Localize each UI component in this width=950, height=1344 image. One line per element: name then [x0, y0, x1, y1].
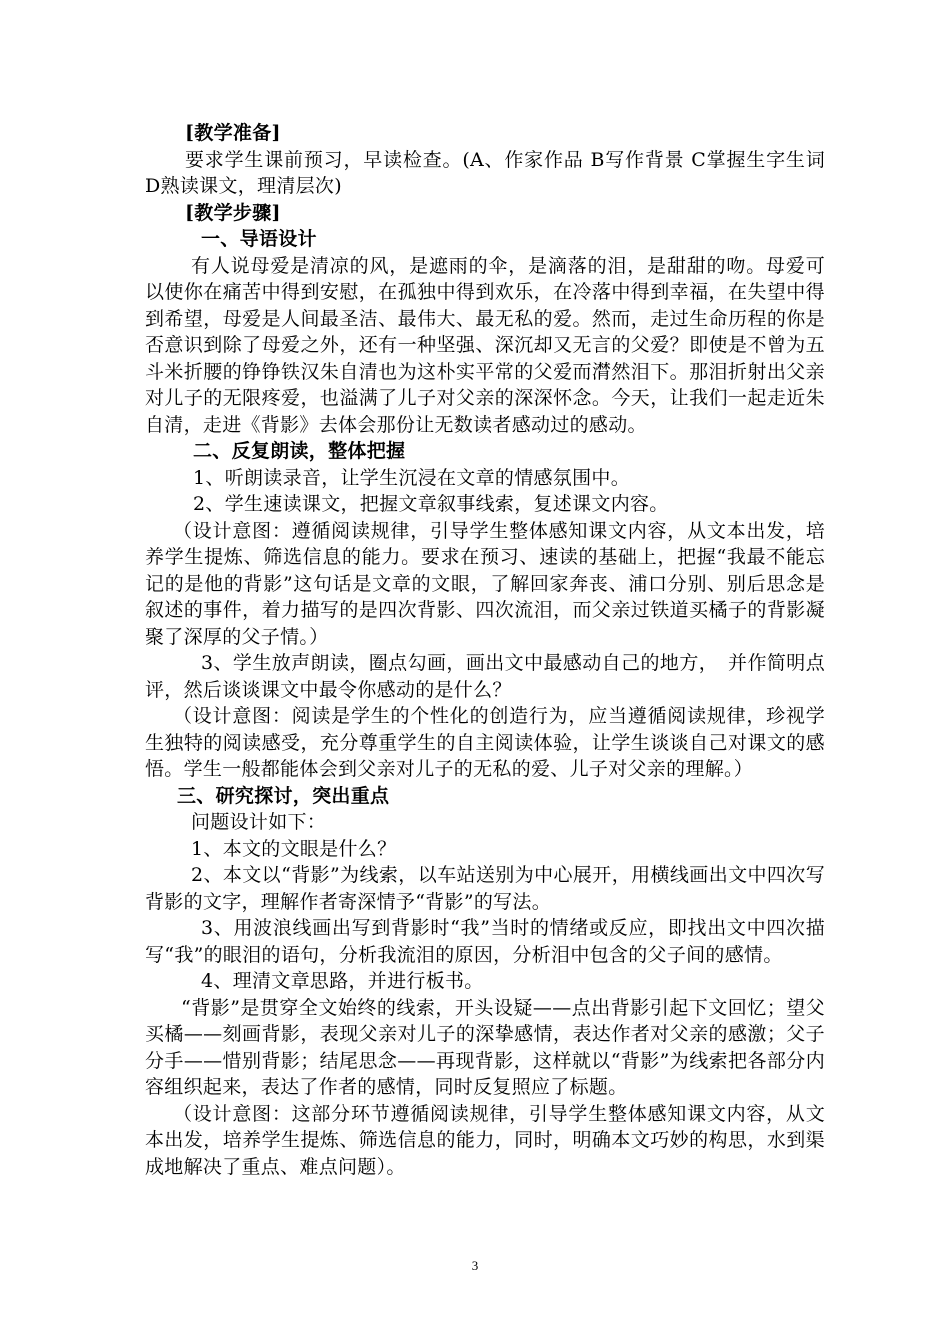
section-3-design-intent: （设计意图：这部分环节遵循阅读规律，引导学生整体感知课文内容，从文本出发，培养学生提炼、筛选信息的能力，同时，明确本文巧妙的构思，水到渠成地解决了重点、难点问题）。 [145, 1102, 825, 1178]
document-body [145, 120, 825, 1180]
section-3-intro: 问题设计如下： [191, 811, 327, 833]
page-number: 3 [471, 1258, 479, 1273]
section-1-heading: 一、导语设计 [201, 228, 317, 250]
section-3-question-4: 4、理清文章思路，并进行板书。 [201, 970, 484, 992]
teaching-prep-text: 要求学生课前预习，早读检查。(A、作家作品 B写作背景 C掌握生字生词 D熟读课文，理清层次) [145, 148, 825, 197]
section-3-heading: 三、研究探讨，突出重点 [177, 784, 390, 807]
teaching-prep-heading: [教学准备] [185, 122, 281, 144]
section-1-paragraph: 有人说母爱是清凉的风，是遮雨的伞，是滴落的泪，是甜甜的吻。母爱可以使你在痛苦中得到安慰，在孤独中得到欢乐，在冷落中得到幸福，在失望中得到希望，母爱是人间最圣洁、最伟大、最无私的爱。然而，走过生命历程的你是否意识到除了母爱之外，还有一种坚强、深沉却又无言的父爱？即使是不曾为五斗米折腰的铮铮铁汉朱自清也为这朴实平常的父爱而潸然泪下。那泪折射出父亲对儿子的无限疼爱，也溢满了儿子对父亲的深深怀念。今天，让我们一起走近朱自清，走进《背影》去体会那份让无数读者感动过的感动。 [145, 254, 825, 436]
section-2-design-intent-1: （设计意图：遵循阅读规律，引导学生整体感知课文内容，从文本出发，培养学生提炼、筛选信息的能力。要求在预习、速读的基础上，把握“我最不能忘记的是他的背影”这句话是文章的文眼，了解回家奔丧、浦口分别、别后思念是叙述的事件，着力描写的是四次背影、四次流泪，而父亲过铁道买橘子的背影凝聚了深厚的父子情。） [145, 519, 825, 648]
section-2-item-2: 2、学生速读课文，把握文章叙事线索，复述课文内容。 [193, 493, 669, 515]
section-2-item-1: 1、听朗读录音，让学生沉浸在文章的情感氛围中。 [193, 466, 630, 489]
section-3-question-2: 2、本文以“背影”为线索，以车站送别为中心展开，用横线画出文中四次写背影的文字，理解作者寄深情予“背影”的写法。 [145, 864, 825, 913]
section-2-design-intent-2: （设计意图：阅读是学生的个性化的创造行为，应当遵循阅读规律，珍视学生独特的阅读感受，充分尊重学生的自主阅读体验，让学生谈谈自己对课文的感悟。学生一般都能体会到父亲对儿子的无私的爱、儿子对父亲的理解。） [145, 705, 825, 780]
section-2-item-3: 3、学生放声朗读，圈点勾画，画出文中最感动自己的地方， 并作简明点评，然后谈谈课文中最令你感动的是什么？ [145, 652, 825, 701]
section-3-question-1: 1、本文的文眼是什么？ [191, 837, 397, 860]
teaching-steps-heading: [教学步骤] [185, 201, 281, 224]
section-3-question-3: 3、用波浪线画出写到背影时“我”当时的情绪或反应，即找出文中四次描写“我”的眼泪的语句，分析我流泪的原因，分析泪中包含的父子间的感情。 [145, 917, 825, 966]
section-3-summary: “背影”是贯穿全文始终的线索，开头设疑——点出背影引起下文回忆；望父买橘——刻画背影，表现父亲对儿子的深挚感情，表达作者对父亲的感激；父子分手——惜别背影；结尾思念——再现背影，这样就以“背影”为线索把各部分内容组织起来，表达了作者的感情，同时反复照应了标题。 [145, 996, 825, 1098]
section-2-heading: 二、反复朗读，整体把握 [193, 440, 406, 462]
